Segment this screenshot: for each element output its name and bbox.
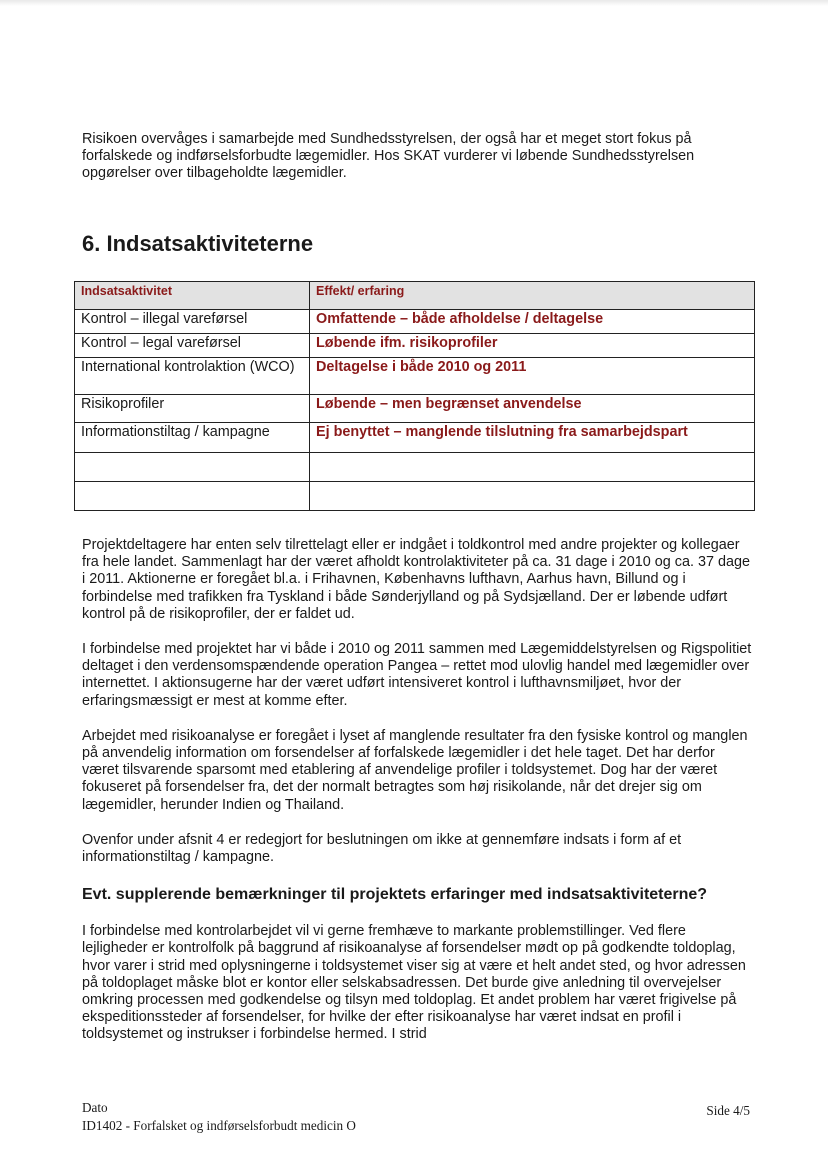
table-row	[75, 453, 755, 482]
table-row	[75, 358, 755, 395]
effect-text: Løbende – men begrænset anvendelse	[316, 396, 582, 412]
activity-cell: Informationstiltag / kampagne	[75, 423, 310, 453]
effect-cell	[310, 358, 755, 395]
effect-cell	[310, 482, 755, 511]
body-paragraph: Ovenfor under afsnit 4 er redegjort for beslutningen om ikke at gennemføre indsats i form af et informationstiltag / kampagne.	[82, 831, 682, 866]
footer-left	[82, 1099, 356, 1135]
table-row	[75, 395, 755, 423]
header-activity: Indsatsaktivitet	[81, 284, 173, 298]
table-header-row	[75, 282, 755, 310]
effect-cell	[310, 310, 755, 334]
table-row	[75, 334, 755, 358]
table-row	[75, 482, 755, 511]
table-header-cell	[310, 282, 755, 310]
activity-cell: Kontrol – legal vareførsel	[75, 334, 310, 358]
effect-text: Løbende ifm. risikoprofiler	[316, 335, 498, 351]
effect-text: Ej benyttet – manglende tilslutning fra samarbejdspart	[316, 424, 688, 440]
activity-cell: Risikoprofiler	[75, 395, 310, 423]
activity-cell: International kontrolaktion (WCO)	[75, 358, 310, 395]
activity-cell: Kontrol – illegal vareførsel	[75, 310, 310, 334]
effect-text: Deltagelse i både 2010 og 2011	[316, 359, 527, 375]
footer-page-number: Side 4/5	[706, 1103, 750, 1118]
effect-cell	[310, 453, 755, 482]
table-header-cell	[75, 282, 310, 310]
closing-paragraph: I forbindelse med kontrolarbejdet vil vi gerne fremhæve to markante problemstillinger. Ved flere lejligheder er kontrolfolk på baggrund af risikoanalyse af forsendelser mødt op på godkendte toldoplag, hvor varer i strid med oplysningerne i toldsystemet viser sig at være et helt andet sted, og hvor adressen på toldoplaget måske blot er kontor eller selskabsadressen. Det burde give anledning til overvejelser omkring processen med godkendelse og tilsyn med toldoplag. Et andet problem har været frigivelse på ekspeditionssteder af forsendelser, for hvilke der efter risikoanalyse har været indsat en profil i toldsystemet og instrukser i forbindelse hermed. I strid	[82, 923, 746, 1043]
subheading: Evt. supplerende bemærkninger til projektets erfaringer med indsatsaktiviteterne?	[82, 886, 708, 904]
body-paragraph: Projektdeltagere har enten selv tilrettelagt eller er indgået i toldkontrol med andre projekter og kollegaer fra hele landet. Sammenlagt har der været afholdt kontrolaktiviteter på ca. 31 dage i 2010 og ca. 37 dage i 2011. Aktionerne er foregået bl.a. i Frihavnen, Københavns lufthavn, Aarhus havn, Billund og i forbindelse med trafikken fra Tyskland i både Sønderjylland og på Sydsjælland. Der er løbende udført kontrol på de risikoprofiler, der er faldet ud.	[82, 537, 750, 622]
activity-cell	[75, 453, 310, 482]
activity-cell	[75, 482, 310, 511]
body-content	[82, 537, 754, 1044]
footer-document-id: ID1402 - Forfalsket og indførselsforbudt medicin O	[82, 1118, 356, 1133]
body-paragraph: Arbejdet med risikoanalyse er foregået i lyset af manglende resultater fra den fysiske kontrol og manglen på anvendelig information om forsendelser af forfalskede lægemidler i det hele taget. Det har derfor været tilsvarende sparsomt med etablering af anvendelige profiler i toldsystemet. Dog har der været fokuseret på forsendelser fra, det der normalt betragtes som høj risikolande, når det drejer sig om lægemidler, herunder Indien og Thailand.	[82, 727, 748, 813]
table-row	[75, 423, 755, 453]
table-row	[75, 310, 755, 334]
page-content	[82, 131, 754, 257]
effect-cell	[310, 395, 755, 423]
page-top-edge	[0, 0, 828, 6]
section-heading: 6. Indsatsaktiviteterne	[82, 230, 314, 256]
footer-date-label: Dato	[82, 1100, 108, 1115]
header-effect: Effekt/ erfaring	[316, 284, 405, 298]
body-paragraph: I forbindelse med projektet har vi både i 2010 og 2011 sammen med Lægemiddelstyrelsen og Rigspolitiet deltaget i den verdensomspændende operation Pangea – rettet mod ulovlig handel med lægemidler over internettet. I aktionsugerne har der været udført intensiveret kontrol i lufthavnsmiljøet, hvor der erfaringsmæssigt er mest at komme efter.	[82, 641, 752, 709]
intro-paragraph: Risikoen overvåges i samarbejde med Sundhedsstyrelsen, der også har et meget stort fokus på forfalskede og indførselsforbudte lægemidler. Hos SKAT vurderer vi løbende Sundhedsstyrelsen opgørelser over tilbageholdte lægemidler.	[82, 131, 695, 182]
activity-table	[74, 281, 755, 511]
effect-cell	[310, 423, 755, 453]
effect-cell	[310, 334, 755, 358]
effect-text: Omfattende – både afholdelse / deltagelse	[316, 311, 604, 327]
